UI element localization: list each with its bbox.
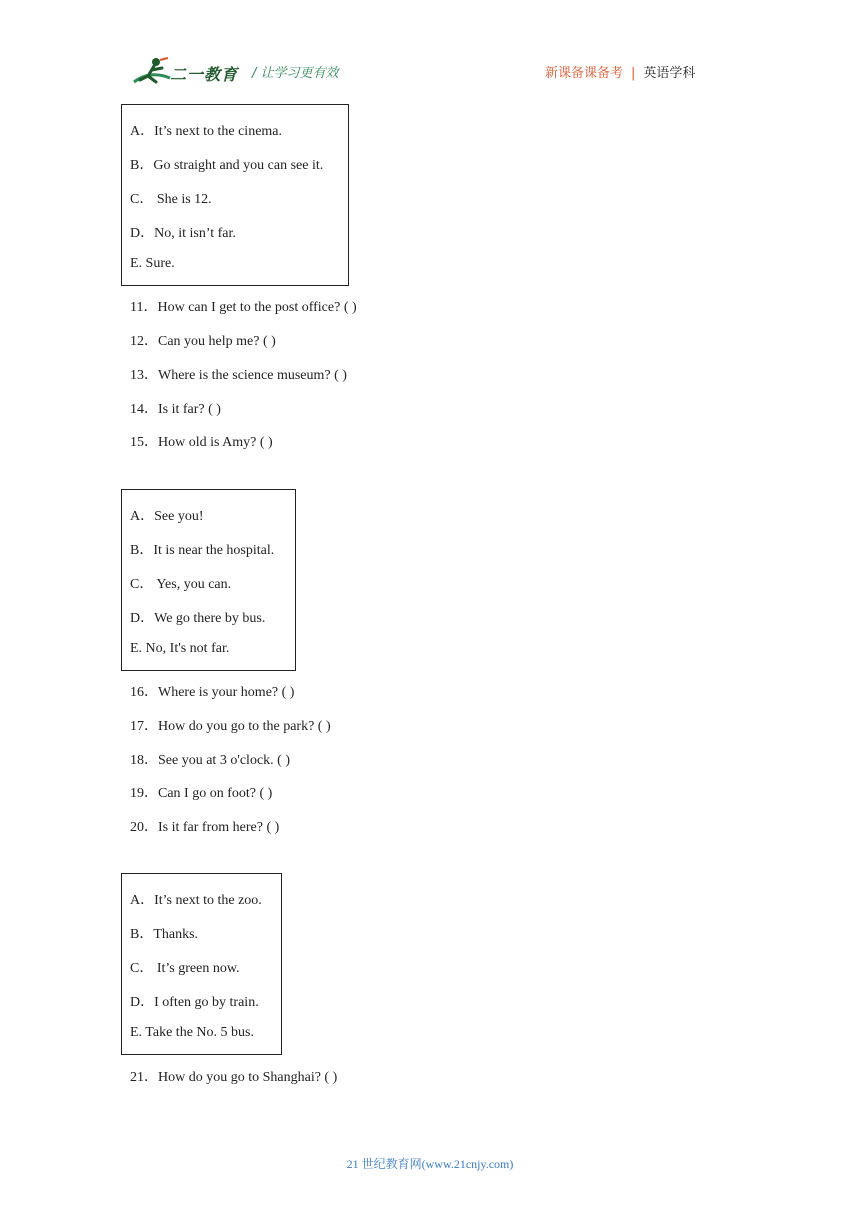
option-d: D．No, it isn’t far. (130, 226, 236, 241)
header-separator: | (631, 66, 636, 81)
question-11: 11．How can I get to the post office? ( ) (130, 300, 357, 315)
option-c: C． Yes, you can. (130, 577, 232, 592)
option-c: C． She is 12. (130, 192, 212, 207)
page-footer: 21 世纪教育网(www.21cnjy.com) (346, 1157, 514, 1171)
question-18: 18．See you at 3 o'clock. ( ) (130, 753, 290, 768)
question-21: 21．How do you go to Shanghai? ( ) (130, 1070, 338, 1085)
question-19: 19．Can I go on foot? ( ) (130, 786, 273, 801)
slogan: / 让学习更有效 (252, 66, 339, 81)
options-box-3 (121, 873, 282, 1055)
option-d: D．We go there by bus. (130, 611, 266, 626)
option-a: A．It’s next to the zoo. (130, 893, 262, 908)
option-b: B．Thanks. (130, 927, 199, 942)
question-14: 14．Is it far? ( ) (130, 402, 221, 417)
option-e: E. Sure. (130, 256, 175, 271)
option-d: D．I often go by train. (130, 995, 259, 1010)
question-12: 12．Can you help me? ( ) (130, 334, 276, 349)
options-box-1 (121, 104, 349, 286)
option-c: C． It’s green now. (130, 961, 240, 976)
option-b: B．It is near the hospital. (130, 543, 275, 558)
subject-label: 英语学科 (643, 66, 696, 81)
option-a: A．See you! (130, 509, 204, 524)
question-15: 15．How old is Amy? ( ) (130, 435, 273, 450)
options-box-2 (121, 489, 296, 671)
logo-text: 二一教育 (170, 65, 239, 84)
question-16: 16．Where is your home? ( ) (130, 685, 295, 700)
header-subject (545, 62, 695, 81)
option-e: E. No, It's not far. (130, 641, 230, 656)
option-b: B．Go straight and you can see it. (130, 158, 324, 173)
option-a: A．It’s next to the cinema. (130, 124, 283, 139)
header-label: 新课备课备考 (545, 66, 624, 81)
option-e: E. Take the No. 5 bus. (130, 1025, 254, 1040)
question-13: 13．Where is the science museum? ( ) (130, 368, 347, 383)
question-17: 17．How do you go to the park? ( ) (130, 719, 331, 734)
page-header (0, 0, 860, 100)
question-20: 20．Is it far from here? ( ) (130, 820, 280, 835)
